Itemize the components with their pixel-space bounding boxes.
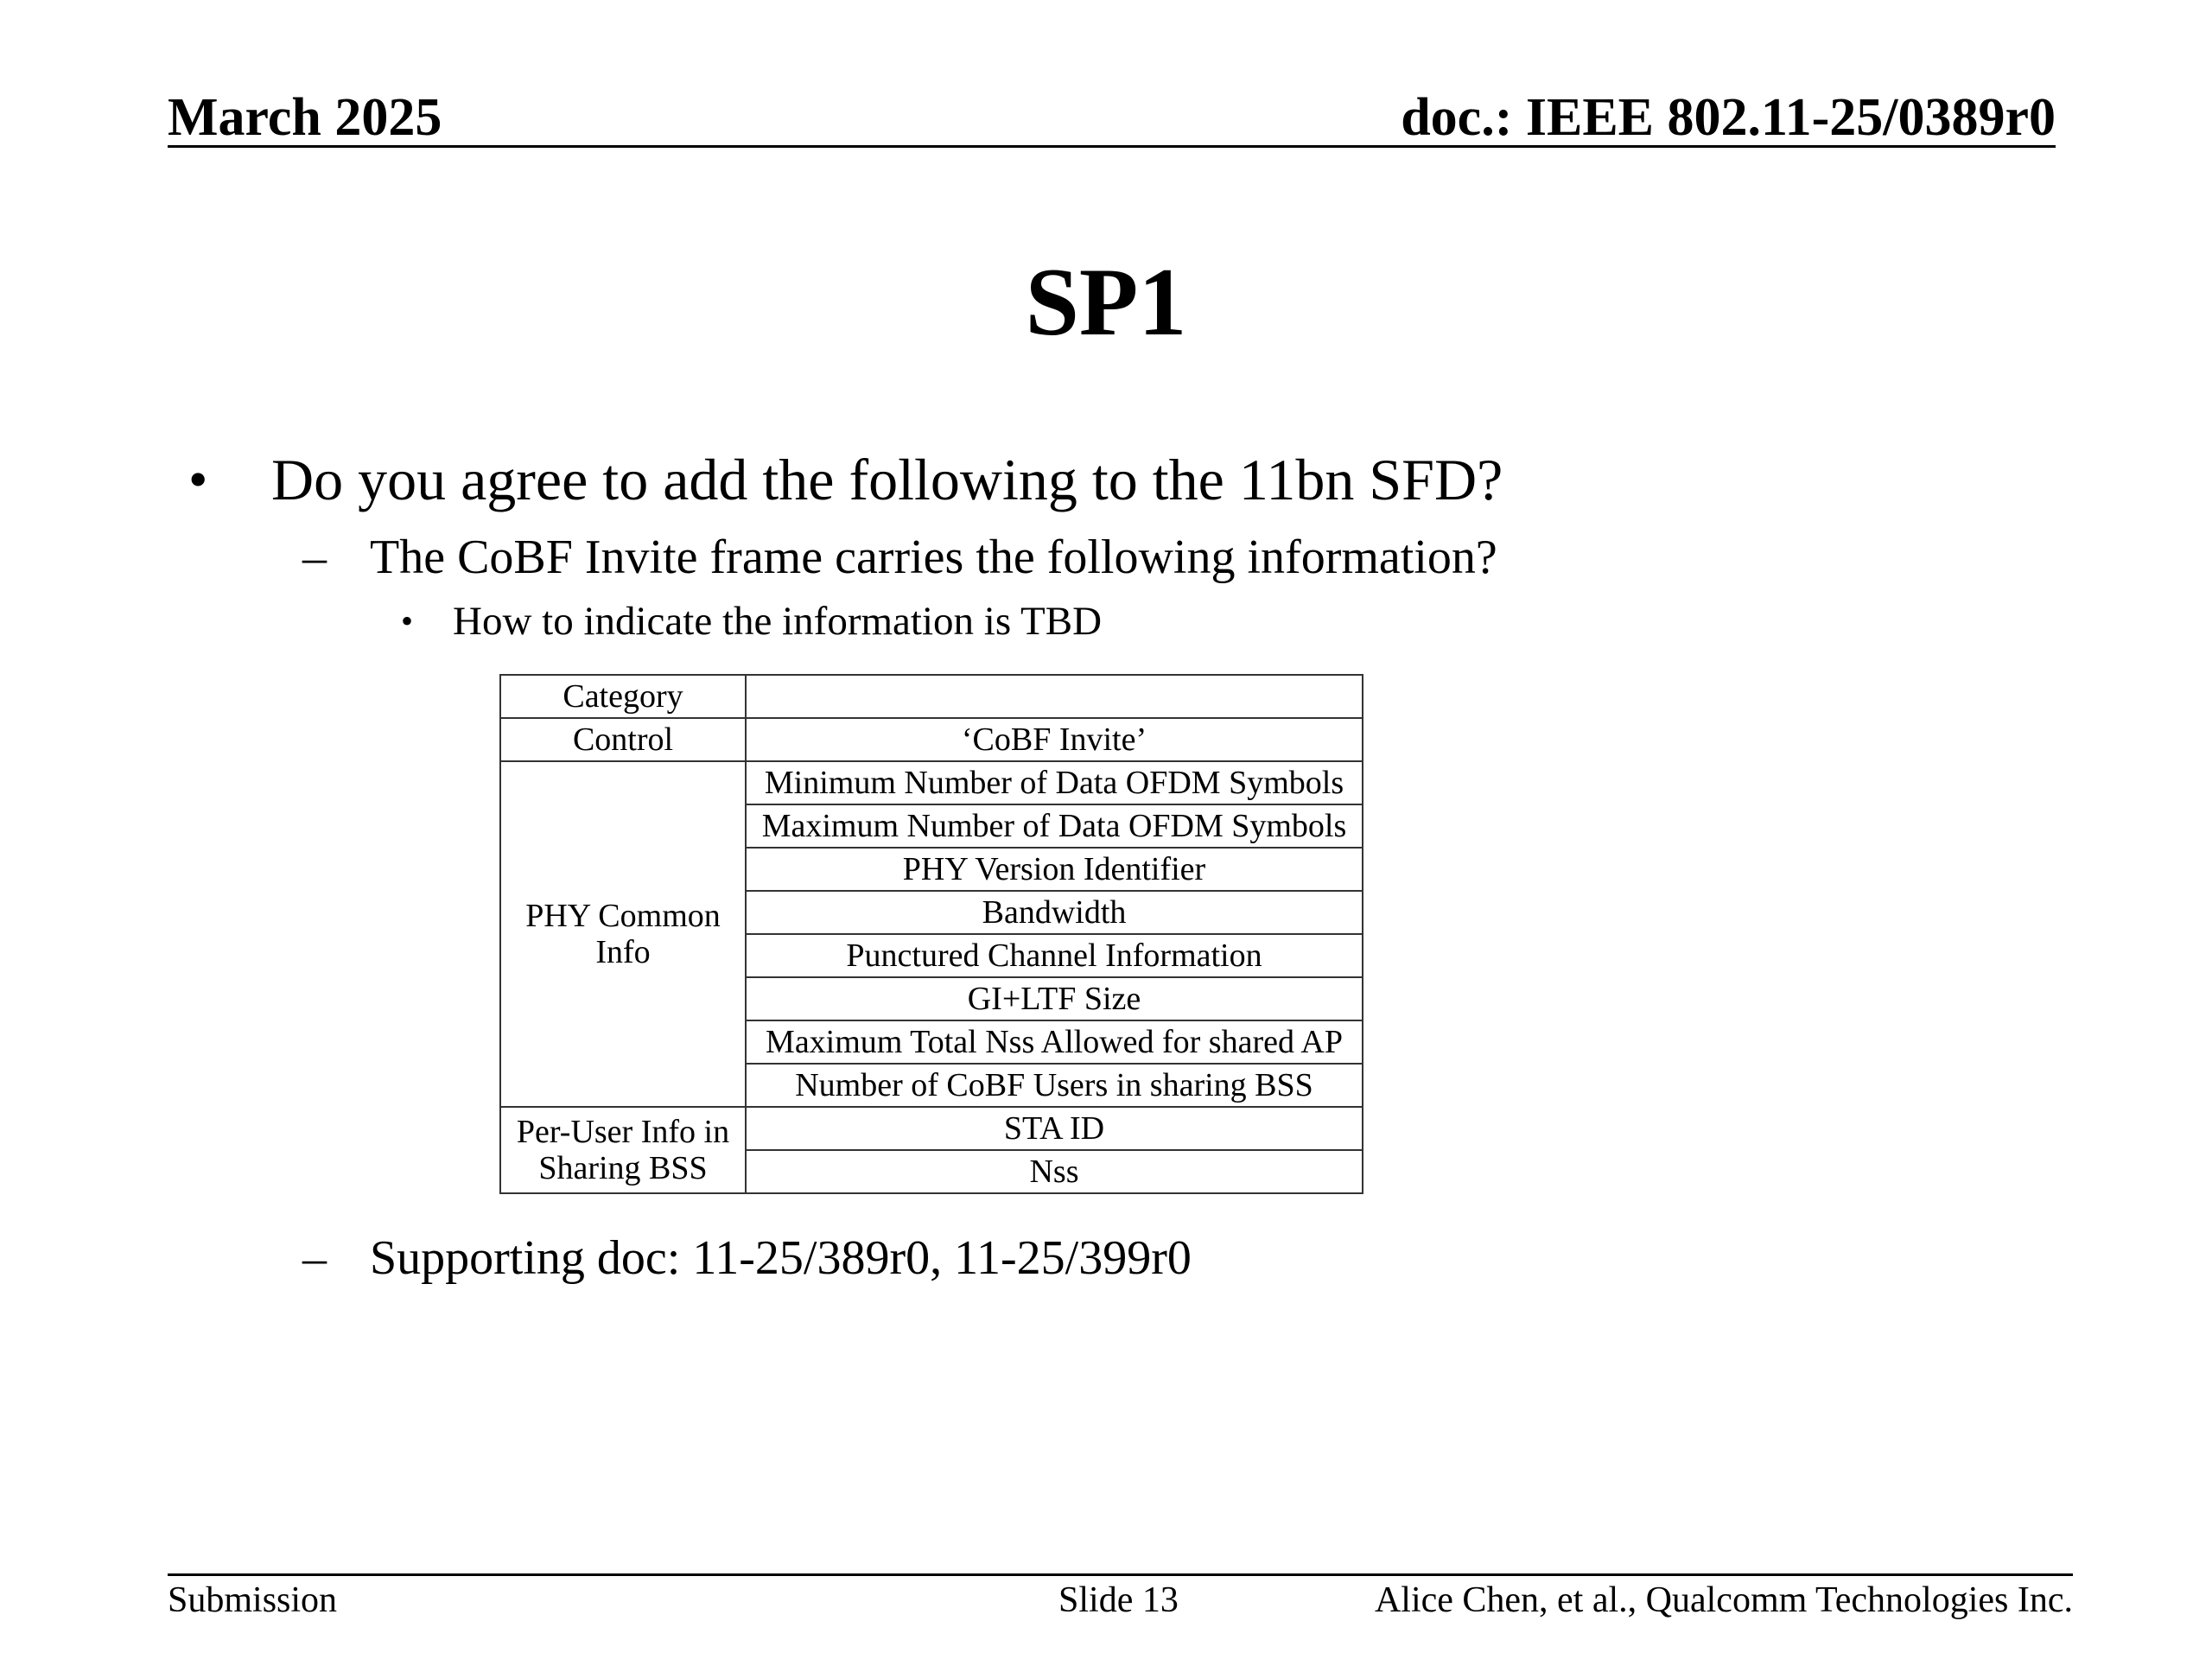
footer-divider [168, 1573, 2073, 1576]
control-label-cell: Control [500, 718, 746, 761]
header-doc-id: doc.: IEEE 802.11-25/0389r0 [1401, 88, 2056, 147]
field-cell: Maximum Total Nss Allowed for shared AP [746, 1020, 1363, 1064]
field-cell: Minimum Number of Data OFDM Symbols [746, 761, 1363, 804]
bullet-marker-small: • [401, 601, 414, 640]
category-value-cell [746, 675, 1363, 718]
phy-common-label-cell: PHY Common Info [500, 761, 746, 1107]
footer-slide-number: Slide 13 [1058, 1580, 1179, 1620]
footer-submission: Submission [168, 1580, 338, 1620]
cobf-invite-fields-table [499, 674, 1363, 1194]
control-value-cell: ‘CoBF Invite’ [746, 718, 1363, 761]
field-cell: Maximum Number of Data OFDM Symbols [746, 804, 1363, 848]
note-bullet: How to indicate the information is TBD [453, 599, 1103, 644]
header-divider [168, 145, 2056, 148]
field-cell: GI+LTF Size [746, 977, 1363, 1020]
field-cell: Number of CoBF Users in sharing BSS [746, 1064, 1363, 1107]
per-user-label-cell: Per-User Info in Sharing BSS [500, 1107, 746, 1193]
bullet-marker: • [188, 448, 208, 510]
footer-authors: Alice Chen, et al., Qualcomm Technologies Inc. [1374, 1580, 2073, 1620]
field-cell: Punctured Channel Information [746, 934, 1363, 977]
field-cell: Nss [746, 1150, 1363, 1193]
slide-title: SP1 [1025, 249, 1187, 356]
question-bullet: Do you agree to add the following to the 11bn SFD? [271, 447, 1503, 512]
header-date: March 2025 [168, 88, 442, 147]
dash-marker: – [302, 531, 327, 584]
field-cell: Bandwidth [746, 891, 1363, 934]
table-row [500, 675, 1363, 718]
table-row [500, 761, 1363, 804]
field-cell: PHY Version Identifier [746, 848, 1363, 891]
table-row [500, 1107, 1363, 1150]
sub-bullet: The CoBF Invite frame carries the following information? [370, 531, 1497, 584]
table-row [500, 718, 1363, 761]
category-label-cell: Category [500, 675, 746, 718]
field-cell: STA ID [746, 1107, 1363, 1150]
supporting-doc-bullet: Supporting doc: 11-25/389r0, 11-25/399r0 [370, 1231, 1192, 1285]
dash-marker: – [302, 1231, 327, 1285]
